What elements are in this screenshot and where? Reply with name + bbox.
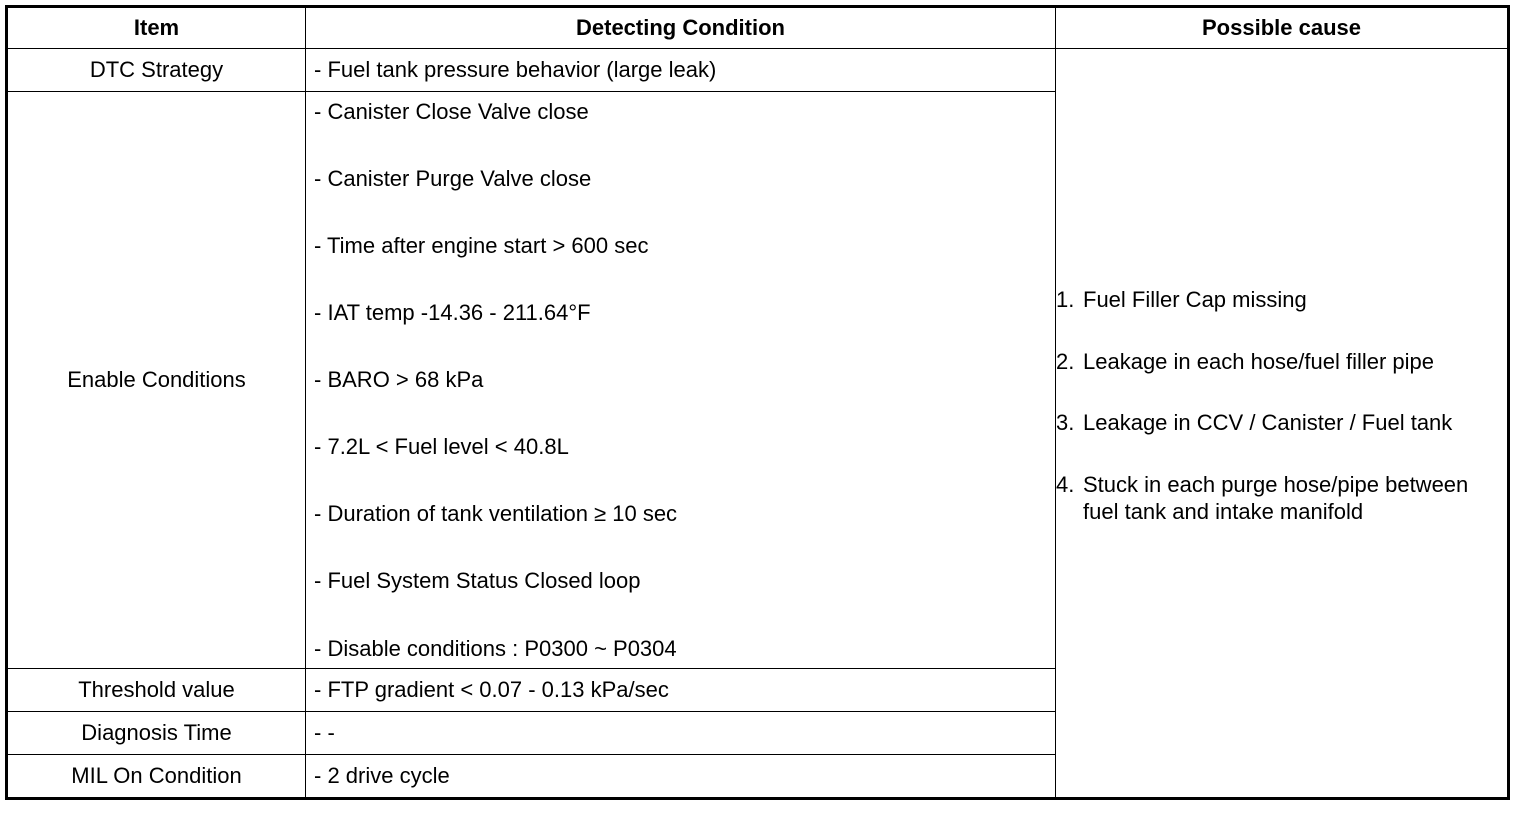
row-condition [306,755,1056,799]
header-detecting-condition: Detecting Condition [306,7,1056,49]
row-condition [306,669,1056,712]
cause-item [1056,409,1507,437]
row-item-label: DTC Strategy [7,49,306,92]
cause-text: Stuck in each purge hose/pipe between fuel tank and intake manifold [1083,471,1469,525]
table-row [7,49,1509,92]
condition-line: - Fuel System Status Closed loop [314,567,1055,595]
row-item-label: Diagnosis Time [7,712,306,755]
condition-line: - 7.2L < Fuel level < 40.8L [314,433,1055,461]
cause-number: 4. [1056,471,1075,497]
condition-line: - Canister Close Valve close [314,98,1055,126]
cause-number: 1. [1056,287,1075,313]
diagnostic-table [5,5,1510,800]
cause-item [1056,471,1507,526]
condition-line: - Duration of tank ventilation ≥ 10 sec [314,500,1055,528]
cause-number: 2. [1056,348,1075,374]
condition-line: - Time after engine start > 600 sec [314,232,1055,260]
condition-line: - Disable conditions : P0300 ~ P0304 [314,635,1055,663]
row-condition [306,49,1056,92]
condition-line: - - [314,720,335,745]
cause-item [1056,348,1507,376]
condition-line: - IAT temp -14.36 - 211.64°F [314,299,1055,327]
cause-text: Fuel Filler Cap missing [1083,287,1307,313]
cause-number: 3. [1056,410,1075,436]
condition-line: - FTP gradient < 0.07 - 0.13 kPa/sec [314,677,669,702]
condition-list [314,98,1055,662]
condition-line: - Fuel tank pressure behavior (large leak) [314,57,716,82]
condition-line: - 2 drive cycle [314,763,450,788]
cause-item [1056,286,1507,314]
cause-text: Leakage in each hose/fuel filler pipe [1083,348,1435,374]
row-condition [306,712,1056,755]
condition-line: - Canister Purge Valve close [314,165,1055,193]
header-row [7,7,1509,49]
condition-line: - BARO > 68 kPa [314,366,1055,394]
row-item-label: MIL On Condition [7,755,306,799]
row-condition [306,92,1056,669]
row-item-label: Enable Conditions [7,92,306,669]
possible-cause-cell [1056,49,1509,799]
header-item: Item [7,7,306,49]
header-possible-cause: Possible cause [1056,7,1509,49]
possible-cause-list [1056,286,1507,526]
cause-text: Leakage in CCV / Canister / Fuel tank [1083,410,1453,436]
row-item-label: Threshold value [7,669,306,712]
